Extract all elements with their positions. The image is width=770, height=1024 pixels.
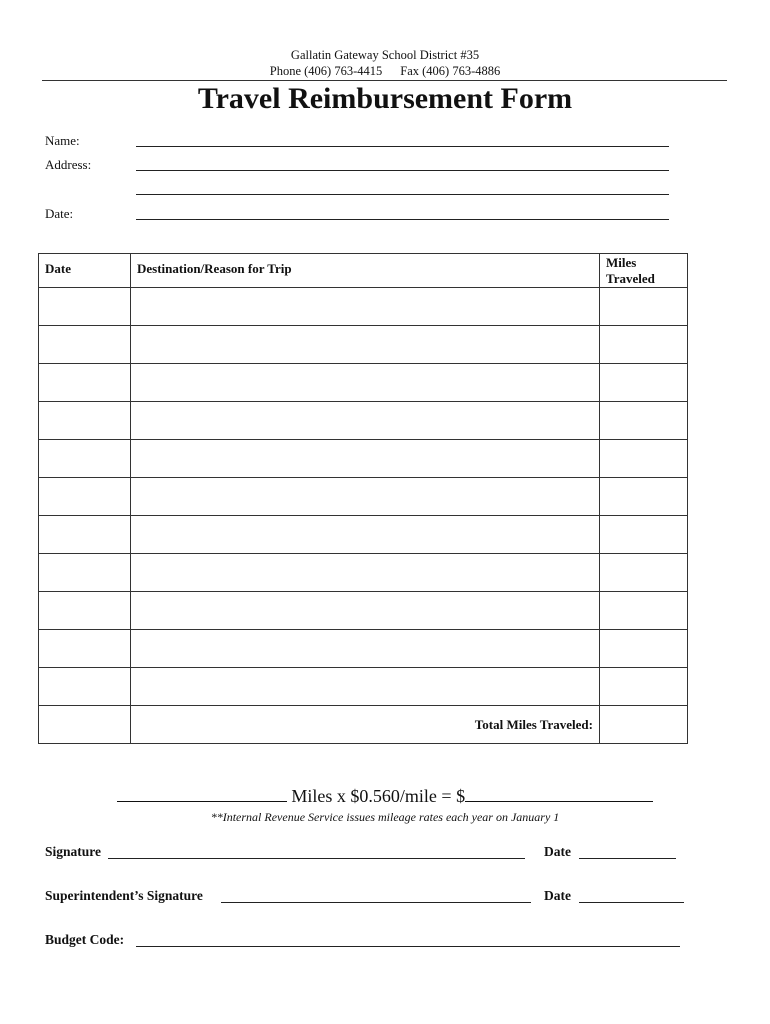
name-label: Name: [45,133,80,148]
address-field-line-1[interactable] [136,170,669,171]
destination-cell[interactable] [131,402,600,440]
total-empty-cell [39,706,131,744]
signature-line[interactable] [108,858,525,859]
total-miles-label: Total Miles Traveled: [131,706,600,744]
destination-cell[interactable] [131,288,600,326]
date-cell[interactable] [39,326,131,364]
date-cell[interactable] [39,630,131,668]
address-label: Address: [45,157,92,172]
mileage-calculation [0,785,770,807]
miles-cell[interactable] [600,668,688,706]
table-row [39,288,688,326]
date-cell[interactable] [39,440,131,478]
amount-input-line[interactable] [465,785,653,802]
superintendent-signature-line[interactable] [221,902,531,903]
destination-cell[interactable] [131,516,600,554]
table-row [39,630,688,668]
budget-code-line[interactable] [136,946,680,947]
miles-cell[interactable] [600,440,688,478]
superintendent-date-line[interactable] [579,902,684,903]
header-divider [42,80,727,81]
destination-cell[interactable] [131,554,600,592]
trip-log-table [38,253,688,744]
irs-rate-note: **Internal Revenue Service issues mileage rates each year on January 1 [210,810,560,824]
table-row [39,326,688,364]
column-header-destination: Destination/Reason for Trip [131,254,600,288]
signature-date-line[interactable] [579,858,676,859]
date-cell[interactable] [39,554,131,592]
budget-code-label: Budget Code: [45,932,125,947]
date-cell[interactable] [39,402,131,440]
date-cell[interactable] [39,516,131,554]
table-row [39,440,688,478]
destination-cell[interactable] [131,364,600,402]
destination-cell[interactable] [131,326,600,364]
date-field[interactable] [136,219,669,220]
table-row [39,364,688,402]
date-cell[interactable] [39,288,131,326]
superintendent-signature-label: Superintendent’s Signature [45,888,203,903]
miles-cell[interactable] [600,630,688,668]
miles-cell[interactable] [600,516,688,554]
mileage-rate-text: Miles x $0.560/mile = $ [291,786,466,806]
table-row [39,516,688,554]
table-row [39,554,688,592]
contact-line [0,63,770,79]
signature-label: Signature [45,844,102,859]
superintendent-date-label: Date [544,888,571,903]
miles-cell[interactable] [600,592,688,630]
total-row [39,706,688,744]
table-row [39,668,688,706]
fax-number: Fax (406) 763-4886 [400,64,501,78]
table-header-row [39,254,688,288]
table-row [39,478,688,516]
date-cell[interactable] [39,364,131,402]
date-cell[interactable] [39,668,131,706]
destination-cell[interactable] [131,478,600,516]
page-title: Travel Reimbursement Form [197,82,573,115]
address-field-line-2[interactable] [136,194,669,195]
destination-cell[interactable] [131,630,600,668]
miles-cell[interactable] [600,554,688,592]
column-header-miles: Miles Traveled [600,254,688,288]
miles-cell[interactable] [600,364,688,402]
total-miles-cell[interactable] [600,706,688,744]
date-cell[interactable] [39,592,131,630]
date-cell[interactable] [39,478,131,516]
date-label: Date: [45,206,74,221]
column-header-date: Date [39,254,131,288]
district-name: Gallatin Gateway School District #35 [290,48,480,62]
miles-cell[interactable] [600,478,688,516]
destination-cell[interactable] [131,440,600,478]
table-row [39,402,688,440]
signature-date-label: Date [544,844,571,859]
table-row [39,592,688,630]
miles-cell[interactable] [600,288,688,326]
miles-cell[interactable] [600,326,688,364]
phone-number: Phone (406) 763-4415 [269,64,383,78]
destination-cell[interactable] [131,668,600,706]
name-field[interactable] [136,146,669,147]
miles-input-line[interactable] [117,785,287,802]
destination-cell[interactable] [131,592,600,630]
miles-cell[interactable] [600,402,688,440]
